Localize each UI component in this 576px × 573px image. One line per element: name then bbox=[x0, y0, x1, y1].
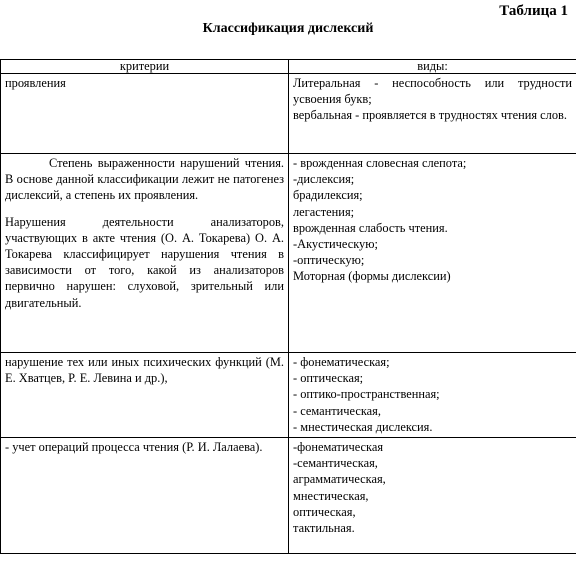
type-item: врожденная слабость чтения. bbox=[293, 220, 448, 235]
criteria-text: - учет операций процесса чтения (Р. И. Лалаева). bbox=[5, 440, 263, 455]
type-item: - семантическая, bbox=[293, 403, 381, 418]
criteria-text: нарушение тех или иных психических функций (М. Е. Хватцев, Р. Е. Левина и др.), bbox=[5, 355, 284, 386]
type-item: - оптическая; bbox=[293, 371, 364, 386]
type-item: -дислексия; bbox=[293, 172, 355, 187]
type-item: -оптическую; bbox=[293, 253, 365, 268]
table-row bbox=[1, 438, 576, 554]
table-row bbox=[1, 353, 576, 438]
type-item: Моторная (формы дислексии) bbox=[293, 269, 451, 284]
criteria-cell bbox=[1, 353, 289, 438]
type-item: вербальная - проявляется в трудностях чтения слов. bbox=[293, 108, 567, 123]
type-item: Литеральная - неспособность или трудности усвоения букв; bbox=[293, 76, 572, 107]
criteria-cell bbox=[1, 74, 289, 154]
header-types: виды: bbox=[289, 60, 576, 74]
type-item: тактильная. bbox=[293, 521, 355, 536]
type-item: - оптико-пространственная; bbox=[293, 387, 440, 402]
type-item: легастения; bbox=[293, 204, 355, 219]
type-item: -семантическая, bbox=[293, 456, 378, 471]
criteria-cell bbox=[1, 154, 289, 353]
type-item: брадилексия; bbox=[293, 188, 363, 203]
classification-table bbox=[0, 59, 576, 554]
type-item: аграмматическая, bbox=[293, 472, 386, 487]
type-item: оптическая, bbox=[293, 504, 356, 519]
criteria-cell bbox=[1, 438, 289, 554]
types-cell bbox=[289, 154, 576, 353]
header-criteria: критерии bbox=[1, 60, 289, 74]
type-item: - фонематическая; bbox=[293, 355, 390, 369]
type-item: мнестическая, bbox=[293, 488, 369, 503]
types-cell bbox=[289, 438, 576, 554]
table-header-row bbox=[1, 60, 576, 74]
criteria-text: проявления bbox=[5, 76, 66, 90]
type-item: -Акустическую; bbox=[293, 237, 378, 252]
criteria-text: Нарушения деятельности анализаторов, участвующих в акте чтения (О. А. Токарева) О. А. Токарева классифицирует нарушения чтения в зависимости от того, какой из анализаторов первично нарушен: слуховой, зрительный или двигательный. bbox=[5, 214, 284, 310]
type-item: -фонематическая bbox=[293, 440, 384, 455]
type-item: - мнестическая дислексия. bbox=[293, 419, 433, 434]
type-item: - врожденная словесная слепота; bbox=[293, 156, 467, 170]
table-row bbox=[1, 154, 576, 353]
table-number: Таблица 1 bbox=[499, 3, 568, 19]
document-title: Классификация дислексий bbox=[202, 21, 374, 36]
table-row bbox=[1, 74, 576, 154]
criteria-text: Степень выраженности нарушений чтения. В основе данной классификации лежит не патогенез дислексий, а степень их проявления. bbox=[5, 156, 284, 203]
types-cell bbox=[289, 74, 576, 154]
types-cell bbox=[289, 353, 576, 438]
